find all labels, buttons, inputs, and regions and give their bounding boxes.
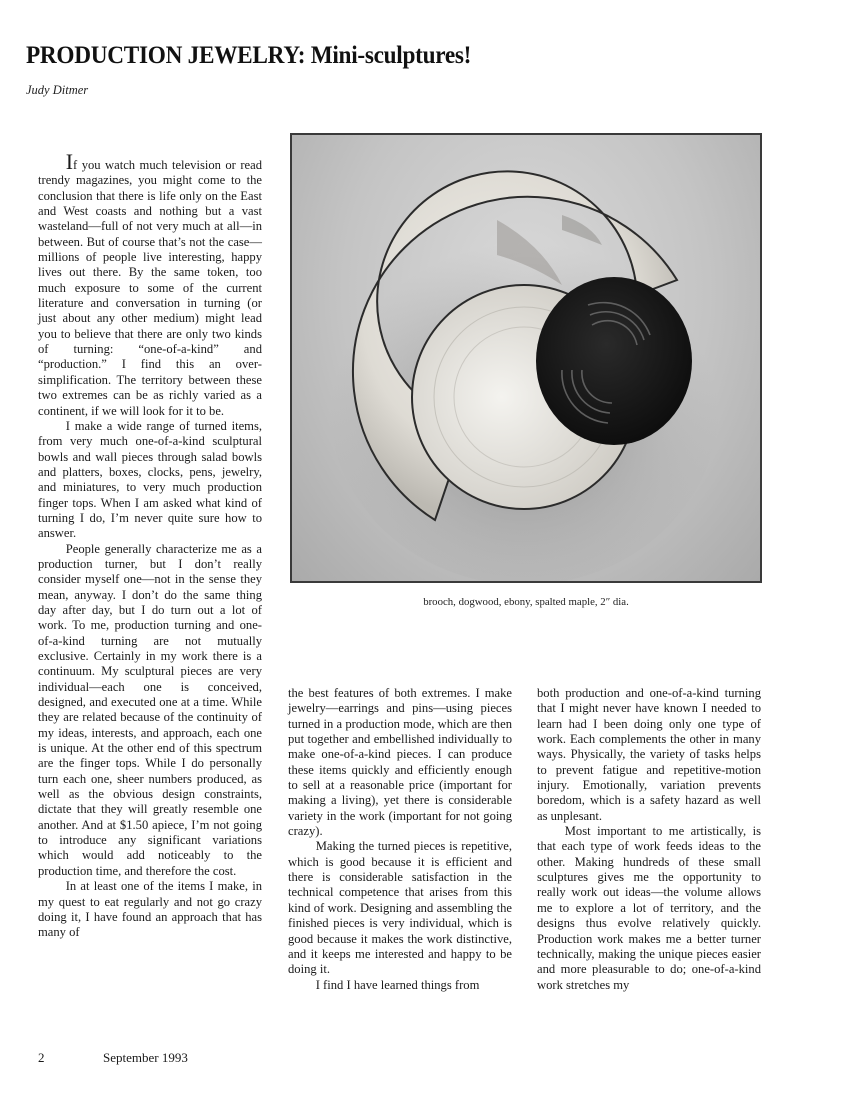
paragraph: In at least one of the items I make, in my quest to eat regularly and not go crazy doing it, I have found an approach that has many of (38, 879, 262, 940)
brooch-photo (290, 133, 762, 583)
paragraph: I make a wide range of turned items, from very much one-of-a-kind sculptural bowls and wall pieces through salad bowls and platters, boxes, clocks, pens, jewelry, and miniatures, to very much production finger tops. When I am asked what kind of turning I do, I’m never quite sure how to answer. (38, 418, 262, 541)
page-number: 2 (38, 1050, 45, 1065)
paragraph: Making the turned pieces is repetitive, which is good because it is efficient and there is considerable satisfaction in the technical competence that arises from this kind of work. Designing and assembling the finished pieces is very individual, which is good because it makes the work distinctive, and it keeps me interested and happy to be doing it. (288, 839, 512, 977)
paragraph: both production and one-of-a-kind turning that I might never have known I needed to learn had I been doing only one type of work. Each complements the other in many ways. Physically, the variety of tasks helps to prevent fatigue and repetitive-motion injury. Emotionally, variation prevents boredom, which is a safety hazard as well as unplesant. (537, 686, 761, 823)
drop-cap: I (65, 149, 74, 174)
article-title: PRODUCTION JEWELRY: Mini-sculptures! (26, 42, 472, 69)
issue-date: September 1993 (103, 1050, 188, 1065)
author-byline: Judy Ditmer (26, 83, 89, 97)
text-column-1 (38, 149, 262, 941)
text-column-2 (288, 686, 512, 993)
paragraph: If you watch much television or read trendy magazines, you might come to the conclusion that there is life only on the East and West coasts and nothing but a vast wasteland—full of not very much at all—in between. But of course that’s not the case—millions of people live interesting, happy lives out there. By the same token, too much exposure to some of the current literature and conversation in turning (or just about any other medium) might lead you to believe that there are only two kinds of turning: “one-of-a-kind” and “production.” I find this an over-simplification. The territory between these two extremes can be as richly varied as a continent, if we will look for it to be. (38, 149, 262, 418)
paragraph: I find I have learned things from (315, 977, 480, 992)
paragraph: People generally characterize me as a production turner, but I don’t really consider myself one—not in the sense they mean, anyway. I don’t do the same thing day after day, but I do turn out a lot of work. To me, production turning and one-of-a-kind turning are not mutually exclusive. Certainly in my work there is a continuum. My sculptural pieces are very individual—each one is conceived, designed, and executed one at a time. While they are related because of the continuity of my ideas, interests, and approach, each one is unique. At the other end of this spectrum are the finger tops. While I do personally turn each one, sheer numbers produced, as well as the obvious design constraints, dictate that they will greatly resemble one another. And at $1.50 apiece, I’m not going to introduce any significant variations which would add noticeably to the production time, and therefore the cost. (38, 541, 262, 878)
photo-image-icon (292, 135, 760, 581)
paragraph: the best features of both extremes. I make jewelry—earrings and pins—using pieces turned in a production mode, which are then put together and embellished individually to make one-of-a-kind pieces. I can produce these items quickly and efficiently enough to sell at a reasonable price (important for making a living), yet there is considerable variety in the work (important for not going crazy). (288, 686, 512, 839)
text-column-3 (537, 686, 761, 993)
photo-caption: brooch, dogwood, ebony, spalted maple, 2″ dia. (423, 596, 629, 608)
paragraph: Most important to me artistically, is that each type of work feeds ideas to the other. Making hundreds of these small sculptures gives me the opportunity to really work out ideas—the volume allows me to explore a lot of territory, and the designs thus evolve relatively quickly. Production work makes me a better turner technically, making the unique pieces easier and more pleasurable to do; one-of-a-kind work stretches my (537, 824, 761, 992)
